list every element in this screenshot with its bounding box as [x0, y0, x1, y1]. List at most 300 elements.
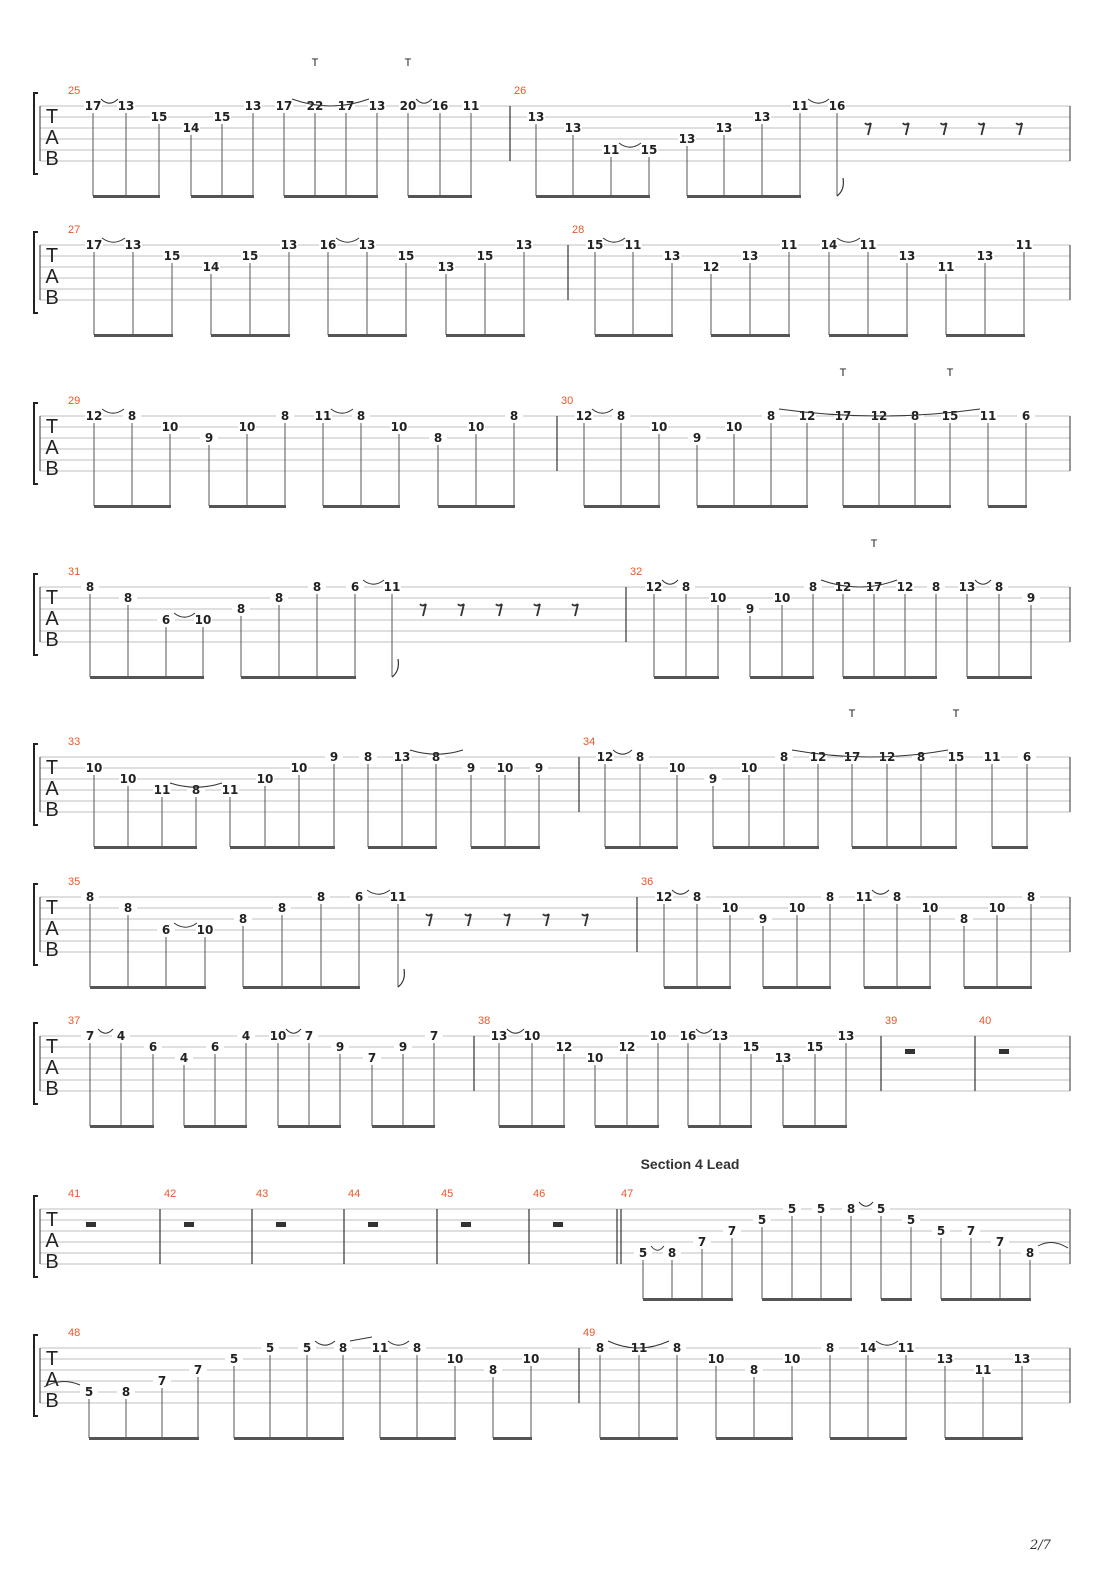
- fret-number: 10: [721, 901, 739, 915]
- fret-number: 13: [898, 249, 916, 263]
- fret-number: 9: [329, 750, 339, 764]
- slur: [507, 1029, 524, 1033]
- beam: [941, 1298, 1031, 1301]
- eighth-rest: [426, 914, 432, 926]
- tab-clef-letter: A: [45, 437, 59, 459]
- tab-clef-letter: B: [45, 939, 59, 961]
- fret-number: 15: [241, 249, 259, 263]
- fret-number: 7: [966, 1224, 976, 1238]
- beam: [536, 195, 650, 198]
- measure-number: 38: [478, 1015, 491, 1027]
- fret-number: 8: [595, 1341, 605, 1355]
- beam: [763, 986, 831, 989]
- measure-rest: [905, 1049, 915, 1054]
- tap-marker: T: [404, 57, 412, 69]
- measure-number: 39: [885, 1015, 898, 1027]
- beam: [408, 195, 472, 198]
- fret-number: 11: [859, 238, 877, 252]
- fret-number: 12: [702, 260, 720, 274]
- fret-number: 10: [85, 761, 103, 775]
- beam: [829, 334, 908, 337]
- fret-number: 14: [182, 121, 200, 135]
- fret-number: 15: [150, 110, 168, 124]
- fret-number: 11: [630, 1341, 648, 1355]
- fret-number: 8: [509, 409, 519, 423]
- slur: [174, 923, 197, 927]
- fret-number: 15: [806, 1040, 824, 1054]
- beam: [713, 846, 819, 849]
- fret-number: 7: [367, 1051, 377, 1065]
- system-bracket: [34, 1196, 38, 1277]
- beam: [191, 195, 254, 198]
- fret-number: 9: [758, 912, 768, 926]
- slur: [367, 890, 390, 894]
- measure-number: 40: [979, 1015, 992, 1027]
- fret-number: 12: [555, 1040, 573, 1054]
- fret-number: 15: [476, 249, 494, 263]
- fret-number: 8: [672, 1341, 682, 1355]
- slur: [331, 409, 353, 413]
- slur: [315, 1341, 335, 1345]
- fret-number: 10: [269, 1029, 287, 1043]
- fret-number: 5: [936, 1224, 946, 1238]
- fret-number: 6: [354, 890, 364, 904]
- fret-number: 10: [467, 420, 485, 434]
- fret-number: 8: [749, 1363, 759, 1377]
- measure-number: 27: [68, 224, 81, 236]
- section-title: Section 4 Lead: [640, 1156, 740, 1172]
- beam: [328, 334, 407, 337]
- measure-number: 46: [533, 1188, 546, 1200]
- measure-number: 36: [641, 876, 654, 888]
- tab-clef-letter: B: [45, 458, 59, 480]
- fret-number: 12: [645, 580, 663, 594]
- beam: [94, 334, 173, 337]
- fret-number: 9: [534, 761, 544, 775]
- fret-number: 6: [148, 1040, 158, 1054]
- fret-number: 10: [256, 772, 274, 786]
- fret-number: 11: [1015, 238, 1033, 252]
- beam: [716, 1437, 793, 1440]
- beam: [843, 676, 937, 679]
- eighth-rest: [543, 914, 549, 926]
- stem-flag: [398, 969, 404, 987]
- measure-rest: [276, 1222, 286, 1227]
- fret-number: 8: [616, 409, 626, 423]
- fret-number: 9: [692, 431, 702, 445]
- beam: [94, 505, 171, 508]
- fret-number: 10: [773, 591, 791, 605]
- fret-number: 13: [753, 110, 771, 124]
- beam: [368, 846, 437, 849]
- fret-number: 8: [238, 912, 248, 926]
- fret-number: 8: [931, 580, 941, 594]
- fret-number: 14: [859, 1341, 877, 1355]
- fret-number: 10: [290, 761, 308, 775]
- measure-rest: [461, 1222, 471, 1227]
- beam: [643, 1298, 733, 1301]
- fret-number: 8: [412, 1341, 422, 1355]
- slur: [662, 580, 678, 584]
- fret-number: 5: [816, 1202, 826, 1216]
- fret-number: 6: [1021, 409, 1031, 423]
- fret-number: 12: [618, 1040, 636, 1054]
- eighth-rest: [496, 604, 502, 616]
- fret-number: 14: [202, 260, 220, 274]
- fret-number: 10: [446, 1352, 464, 1366]
- tab-clef-letter: T: [45, 1209, 59, 1231]
- system-bracket: [34, 403, 38, 484]
- system-bracket: [34, 93, 38, 174]
- beam: [243, 986, 360, 989]
- fret-number: 8: [85, 890, 95, 904]
- fret-number: 11: [383, 580, 401, 594]
- beam: [830, 1437, 907, 1440]
- fret-number: 15: [742, 1040, 760, 1054]
- fret-number: 15: [397, 249, 415, 263]
- stem-flag: [837, 178, 843, 196]
- fret-number: 9: [1026, 591, 1036, 605]
- fret-number: 9: [708, 772, 718, 786]
- fret-number: 8: [779, 750, 789, 764]
- fret-number: 5: [638, 1246, 648, 1260]
- tab-clef-letter: B: [45, 287, 59, 309]
- measure-number: 47: [621, 1188, 634, 1200]
- fret-number: 4: [179, 1051, 189, 1065]
- tab-clef-letter: A: [45, 1057, 59, 1079]
- fret-number: 7: [193, 1363, 203, 1377]
- beam: [323, 505, 400, 508]
- fret-number: 6: [161, 613, 171, 627]
- tab-clef-letter: A: [45, 1369, 59, 1391]
- fret-number: 10: [649, 1029, 667, 1043]
- beam: [94, 846, 197, 849]
- slur: [98, 1029, 113, 1033]
- slur: [174, 613, 195, 617]
- eighth-rest: [572, 604, 578, 616]
- measure-number: 33: [68, 736, 81, 748]
- fret-number: 15: [947, 750, 965, 764]
- system-bracket: [34, 574, 38, 655]
- tab-clef-letter: T: [45, 1036, 59, 1058]
- measure-number: 49: [583, 1327, 596, 1339]
- slur: [872, 890, 889, 894]
- fret-number: 10: [707, 1352, 725, 1366]
- fret-number: 12: [896, 580, 914, 594]
- fret-number: 5: [906, 1213, 916, 1227]
- fret-number: 8: [916, 750, 926, 764]
- fret-number: 8: [191, 783, 201, 797]
- measure-number: 32: [630, 566, 643, 578]
- fret-number: 8: [892, 890, 902, 904]
- beam: [964, 986, 1032, 989]
- fret-number: 5: [787, 1202, 797, 1216]
- tap-marker: T: [946, 367, 954, 379]
- beam: [762, 1298, 852, 1301]
- fret-number: 5: [265, 1341, 275, 1355]
- beam: [750, 676, 814, 679]
- beam: [843, 505, 951, 508]
- tap-marker: T: [952, 708, 960, 720]
- fret-number: 11: [897, 1341, 915, 1355]
- slur: [696, 1029, 712, 1033]
- beam: [945, 1437, 1023, 1440]
- tap-marker: T: [848, 708, 856, 720]
- fret-number: 11: [855, 890, 873, 904]
- fret-number: 13: [837, 1029, 855, 1043]
- eighth-rest: [903, 123, 909, 135]
- eighth-rest: [978, 123, 984, 135]
- measure-number: 45: [441, 1188, 454, 1200]
- fret-number: 10: [238, 420, 256, 434]
- fret-number: 8: [910, 409, 920, 423]
- fret-number: 11: [389, 890, 407, 904]
- eighth-rest: [582, 914, 588, 926]
- fret-number: 11: [371, 1341, 389, 1355]
- fret-number: 20: [399, 99, 417, 113]
- beam: [471, 846, 540, 849]
- slur: [286, 1029, 301, 1033]
- eighth-rest: [1016, 123, 1022, 135]
- slur: [821, 580, 897, 587]
- beam: [90, 986, 206, 989]
- fret-number: 8: [363, 750, 373, 764]
- fret-number: 8: [236, 602, 246, 616]
- measure-number: 25: [68, 85, 81, 97]
- fret-number: 8: [433, 431, 443, 445]
- fret-number: 8: [123, 901, 133, 915]
- tab-clef-letter: A: [45, 266, 59, 288]
- tab-clef-letter: B: [45, 1390, 59, 1412]
- tab-clef-letter: T: [45, 757, 59, 779]
- fret-number: 7: [697, 1235, 707, 1249]
- fret-number: 11: [983, 750, 1001, 764]
- fret-number: 8: [121, 1385, 131, 1399]
- fret-number: 13: [774, 1051, 792, 1065]
- beam: [595, 1125, 659, 1128]
- beam: [852, 846, 957, 849]
- fret-number: 12: [798, 409, 816, 423]
- measure-number: 30: [561, 395, 574, 407]
- fret-number: 12: [655, 890, 673, 904]
- tab-clef-letter: T: [45, 897, 59, 919]
- beam: [438, 505, 515, 508]
- beam: [90, 676, 204, 679]
- beam: [783, 1125, 847, 1128]
- beam: [946, 334, 1025, 337]
- fret-number: 22: [306, 99, 324, 113]
- slide-line: [350, 1337, 372, 1341]
- fret-number: 13: [393, 750, 411, 764]
- beam: [584, 505, 660, 508]
- tab-clef-letter: B: [45, 1078, 59, 1100]
- fret-number: 14: [820, 238, 838, 252]
- measure-rest: [368, 1222, 378, 1227]
- beam: [93, 195, 160, 198]
- fret-number: 13: [527, 110, 545, 124]
- fret-number: 10: [390, 420, 408, 434]
- fret-number: 5: [302, 1341, 312, 1355]
- beam: [90, 1125, 154, 1128]
- fret-number: 5: [229, 1352, 239, 1366]
- beam: [241, 676, 356, 679]
- fret-number: 13: [117, 99, 135, 113]
- fret-number: 16: [828, 99, 846, 113]
- fret-number: 10: [788, 901, 806, 915]
- fret-number: 11: [462, 99, 480, 113]
- measure-number: 35: [68, 876, 81, 888]
- tab-clef-letter: T: [45, 416, 59, 438]
- beam: [711, 334, 790, 337]
- fret-number: 10: [196, 923, 214, 937]
- fret-number: 11: [314, 409, 332, 423]
- beam: [380, 1437, 456, 1440]
- fret-number: 13: [358, 238, 376, 252]
- fret-number: 6: [350, 580, 360, 594]
- fret-number: 16: [431, 99, 449, 113]
- fret-number: 8: [1025, 1246, 1035, 1260]
- fret-number: 12: [809, 750, 827, 764]
- tab-clef-letter: A: [45, 1230, 59, 1252]
- fret-number: 11: [979, 409, 997, 423]
- fret-number: 10: [523, 1029, 541, 1043]
- fret-number: 8: [1026, 890, 1036, 904]
- fret-number: 12: [870, 409, 888, 423]
- measure-rest: [184, 1222, 194, 1227]
- eighth-rest: [458, 604, 464, 616]
- fret-number: 11: [780, 238, 798, 252]
- fret-number: 9: [335, 1040, 345, 1054]
- fret-number: 15: [213, 110, 231, 124]
- fret-number: 13: [936, 1352, 954, 1366]
- fret-number: 4: [116, 1029, 126, 1043]
- beam: [184, 1125, 247, 1128]
- eighth-rest: [465, 914, 471, 926]
- tap-marker: T: [870, 538, 878, 550]
- slur: [876, 1341, 898, 1345]
- fret-number: 8: [356, 409, 366, 423]
- measure-number: 43: [256, 1188, 269, 1200]
- tap-marker: T: [311, 57, 319, 69]
- fret-number: 6: [161, 923, 171, 937]
- fret-number: 10: [161, 420, 179, 434]
- fret-number: 13: [663, 249, 681, 263]
- fret-number: 10: [740, 761, 758, 775]
- tab-clef-letter: A: [45, 127, 59, 149]
- slur: [416, 99, 432, 103]
- fret-number: 13: [678, 132, 696, 146]
- fret-number: 8: [635, 750, 645, 764]
- beam: [278, 1125, 341, 1128]
- tab-clef-letter: A: [45, 778, 59, 800]
- slur: [672, 890, 689, 894]
- beam: [688, 1125, 752, 1128]
- fret-number: 17: [834, 409, 852, 423]
- fret-number: 13: [124, 238, 142, 252]
- fret-number: 13: [515, 238, 533, 252]
- page-number: 2/7: [1030, 1538, 1051, 1553]
- fret-number: 10: [725, 420, 743, 434]
- system-bracket: [34, 1335, 38, 1416]
- fret-number: 12: [834, 580, 852, 594]
- beam: [992, 846, 1028, 849]
- slur: [613, 750, 632, 754]
- measure-number: 34: [583, 736, 596, 748]
- fret-number: 8: [280, 409, 290, 423]
- fret-number: 13: [715, 121, 733, 135]
- fret-number: 10: [586, 1051, 604, 1065]
- fret-number: 8: [808, 580, 818, 594]
- fret-number: 15: [640, 143, 658, 157]
- beam: [372, 1125, 435, 1128]
- fret-number: 15: [941, 409, 959, 423]
- fret-number: 15: [586, 238, 604, 252]
- fret-number: 10: [709, 591, 727, 605]
- slur: [292, 99, 369, 106]
- tab-clef-letter: B: [45, 799, 59, 821]
- fret-number: 9: [204, 431, 214, 445]
- beam: [230, 846, 335, 849]
- fret-number: 10: [119, 772, 137, 786]
- fret-number: 8: [431, 750, 441, 764]
- fret-number: 13: [958, 580, 976, 594]
- beam: [211, 334, 290, 337]
- fret-number: 7: [429, 1029, 439, 1043]
- slur: [975, 580, 991, 584]
- fret-number: 5: [757, 1213, 767, 1227]
- beam: [605, 846, 678, 849]
- fret-number: 8: [277, 901, 287, 915]
- fret-number: 15: [163, 249, 181, 263]
- fret-number: 7: [304, 1029, 314, 1043]
- fret-number: 17: [865, 580, 883, 594]
- beam: [234, 1437, 344, 1440]
- fret-number: 8: [825, 1341, 835, 1355]
- beam: [687, 195, 801, 198]
- eighth-rest: [865, 123, 871, 135]
- eighth-rest: [504, 914, 510, 926]
- fret-number: 10: [988, 901, 1006, 915]
- fret-number: 10: [496, 761, 514, 775]
- fret-number: 13: [490, 1029, 508, 1043]
- tab-clef-letter: B: [45, 148, 59, 170]
- fret-number: 8: [692, 890, 702, 904]
- fret-number: 8: [312, 580, 322, 594]
- fret-number: 12: [575, 409, 593, 423]
- measure-rest: [86, 1222, 96, 1227]
- fret-number: 8: [127, 409, 137, 423]
- tab-clef-letter: T: [45, 1348, 59, 1370]
- tie: [1038, 1242, 1068, 1248]
- slur: [102, 409, 124, 413]
- measure-number: 31: [68, 566, 81, 578]
- measure-number: 42: [164, 1188, 177, 1200]
- fret-number: 10: [650, 420, 668, 434]
- beam: [664, 986, 731, 989]
- beam: [209, 505, 286, 508]
- fret-number: 8: [825, 890, 835, 904]
- beam: [881, 1298, 912, 1301]
- measure-number: 29: [68, 395, 81, 407]
- eighth-rest: [420, 604, 426, 616]
- tab-clef-letter: A: [45, 918, 59, 940]
- slur: [651, 1246, 664, 1250]
- beam: [697, 505, 808, 508]
- measure-number: 28: [572, 224, 585, 236]
- eighth-rest: [941, 123, 947, 135]
- beam: [499, 1125, 565, 1128]
- fret-number: 8: [994, 580, 1004, 594]
